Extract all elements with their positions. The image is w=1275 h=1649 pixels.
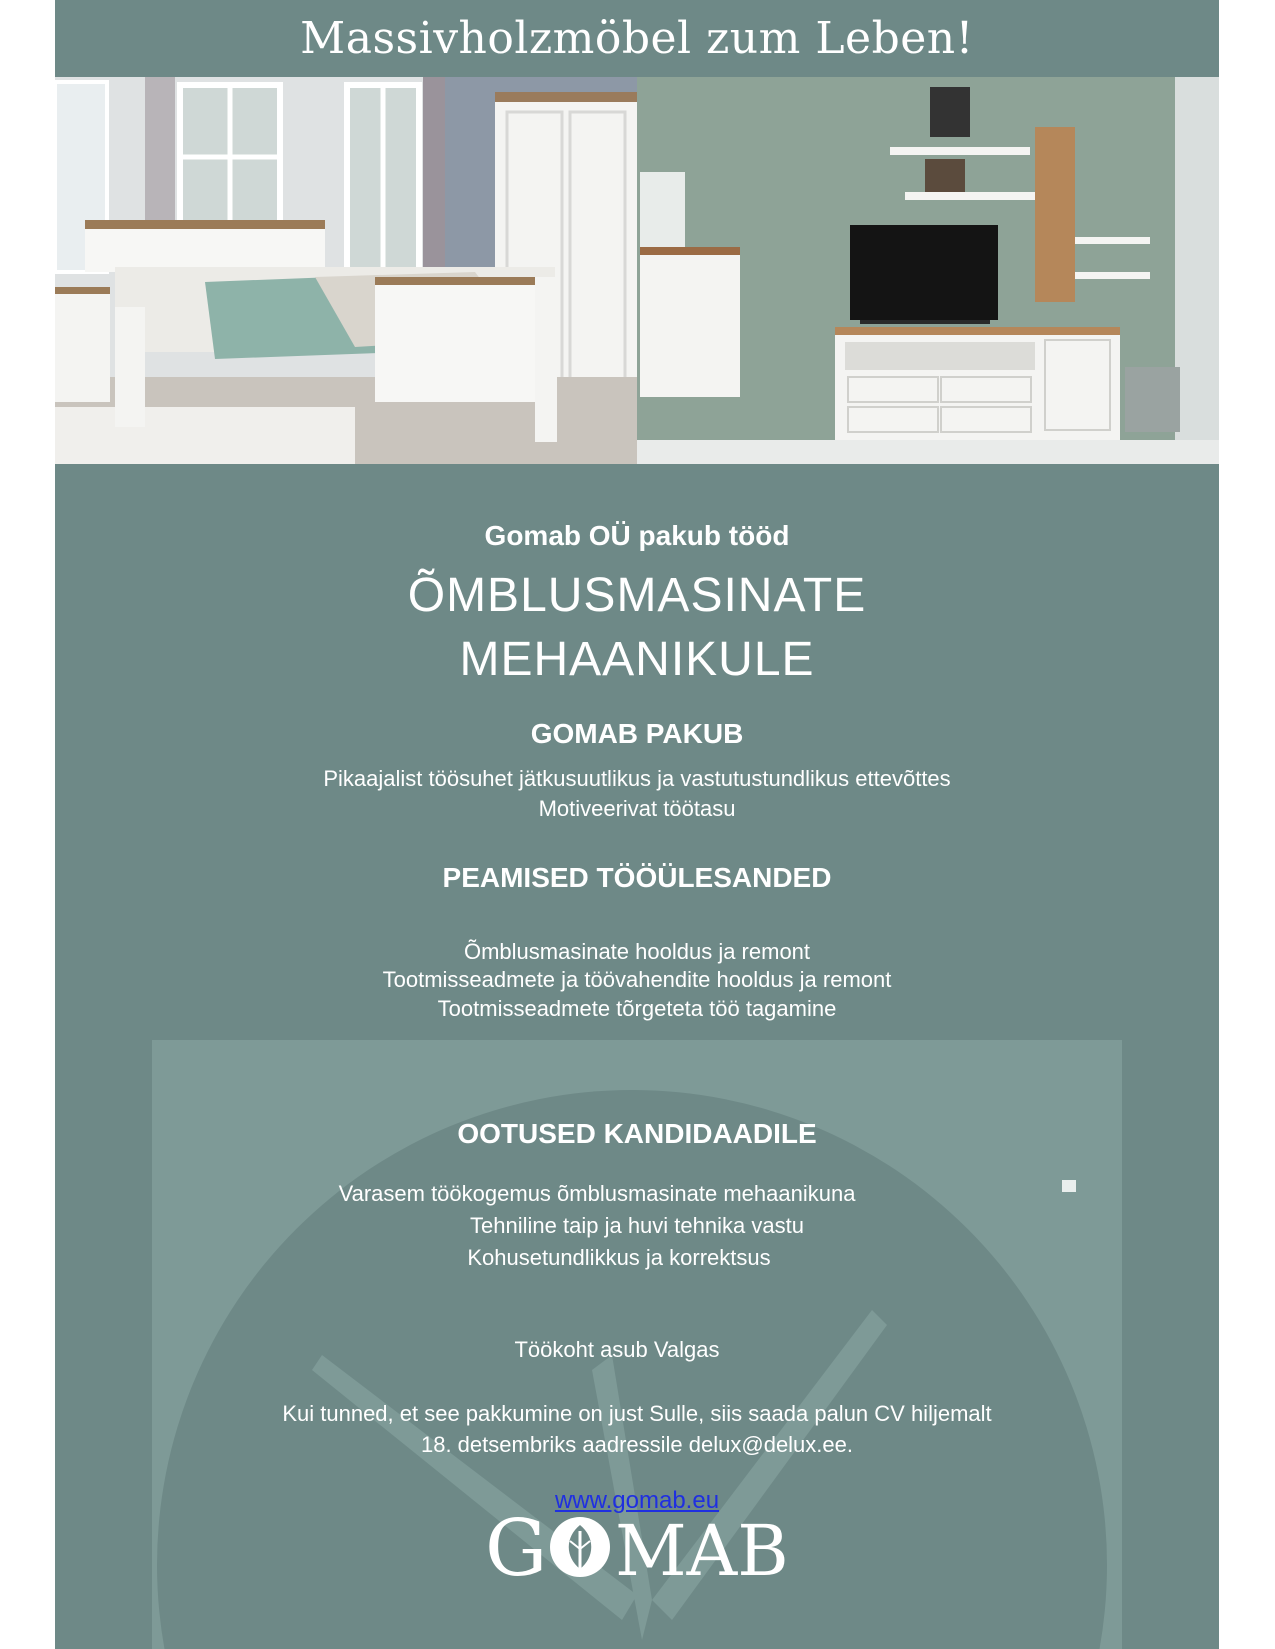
apply-line2: 18. detsembriks aadressile delux@delux.ee. [420, 1432, 853, 1457]
job-poster [55, 0, 1219, 1649]
task-item: Tootmisseadmete tõrgeteta töö tagamine [437, 996, 837, 1021]
expectations-heading: OOTUSED KANDIDAADILE [457, 1118, 817, 1149]
task-item: Tootmisseadmete ja töövahendite hooldus ja remont [382, 967, 892, 992]
position-title-line2: MEHAANIKULE [459, 633, 815, 686]
expectation-item: Kohusetundlikkus ja korrektsus [467, 1245, 771, 1270]
expectation-item: Varasem töökogemus õmblusmasinate mehaanikuna [338, 1181, 856, 1206]
website-link[interactable]: www.gomab.eu [554, 1487, 720, 1514]
svg-text:MAB: MAB [615, 1510, 789, 1585]
offer-item: Pikaajalist töösuhet jätkusuutlikus ja vastutustundlikus ettevõttes [323, 766, 951, 791]
task-item: Õmblusmasinate hooldus ja remont [463, 939, 811, 964]
gomab-logo [485, 1505, 795, 1585]
tasks-heading: PEAMISED TÖÖÜLESANDED [442, 862, 832, 893]
expectation-item: Tehniline taip ja huvi tehnika vastu [470, 1213, 804, 1238]
offer-heading: GOMAB PAKUB [530, 718, 744, 749]
offer-item: Motiveerivat töötasu [538, 796, 736, 821]
furniture-photos [55, 77, 1219, 464]
header-band [55, 0, 1219, 77]
position-title-line1: ÕMBLUSMASINATE [407, 569, 867, 622]
header-title: Massivholzmöbel zum Leben! [300, 13, 974, 64]
location-text: Töökoht asub Valgas [514, 1337, 720, 1362]
livingroom-photo [637, 77, 1219, 464]
bedroom-photo [55, 77, 637, 464]
apply-line1: Kui tunned, et see pakkumine on just Sulle, siis saada palun CV hiljemalt [282, 1401, 992, 1426]
svg-text:G: G [485, 1505, 548, 1585]
company-line: Gomab OÜ pakub tööd [484, 520, 790, 551]
